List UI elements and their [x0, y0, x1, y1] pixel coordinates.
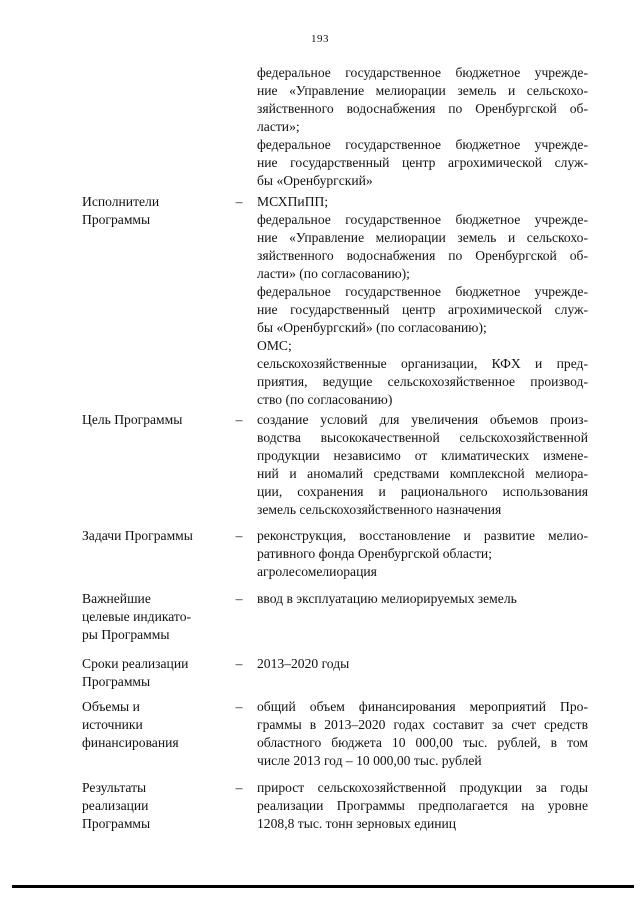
row-label	[82, 779, 227, 833]
label-line: Объемы и	[82, 699, 140, 714]
text-line: ний и аномалий средствами комплексной мелиора-	[257, 466, 588, 481]
text-line: приятия, ведущие сельскохозяйственное производ-	[257, 374, 588, 389]
row-dash: –	[235, 528, 243, 543]
row-content	[257, 527, 588, 581]
text-line: числе 2013 год – 10 000,00 тыс. рублей	[257, 753, 482, 768]
row-label	[82, 698, 227, 752]
row-dash: –	[235, 699, 243, 714]
row-content	[257, 779, 588, 833]
text-line: бы «Оренбургский»	[257, 173, 373, 188]
intro-content	[257, 64, 588, 190]
label-line: Исполнители	[82, 194, 160, 209]
text-line: реконструкция, восстановление и развитие мелио-	[257, 528, 588, 543]
footer-rule	[12, 885, 634, 888]
label-line: Цель Программы	[82, 412, 183, 427]
row-label	[82, 193, 227, 229]
label-line: Сроки реализации	[82, 656, 189, 671]
label-line: источники	[82, 717, 143, 732]
text-line: ство (по согласованию)	[257, 392, 393, 407]
text-line: ции, сохранения и рационального использования	[257, 484, 588, 499]
row-content	[257, 590, 588, 608]
text-line: федеральное государственное бюджетное учрежде-	[257, 137, 588, 152]
text-line: прирост сельскохозяйственной продукции за годы	[257, 780, 588, 795]
label-line: Важнейшие	[82, 591, 151, 606]
text-line: продукции независимо от климатических измене-	[257, 448, 588, 463]
text-line: реализации Программы предполагается на уровне	[257, 798, 588, 813]
row-content	[257, 655, 588, 673]
text-line: ласти» (по согласованию);	[257, 266, 410, 281]
row-dash: –	[235, 412, 243, 427]
text-line: 2013–2020 годы	[257, 656, 350, 671]
text-line: создание условий для увеличения объемов произ-	[257, 412, 588, 427]
text-line: общий объем финансирования мероприятий Про-	[257, 699, 588, 714]
page-number: 193	[311, 33, 329, 45]
row-label	[82, 590, 227, 644]
row-dash: –	[235, 656, 243, 671]
text-line: зяйственного водоснабжения по Оренбургской об-	[257, 248, 588, 263]
text-line: ввод в эксплуатацию мелиорируемых земель	[257, 591, 517, 606]
text-line: сельскохозяйственные организации, КФХ и пред-	[257, 356, 588, 371]
row-content	[257, 698, 588, 770]
label-line: финансирования	[82, 735, 179, 750]
text-line: ние государственный центр агрохимической служ-	[257, 302, 588, 317]
label-line: Результаты	[82, 780, 147, 795]
text-line: зяйственного водоснабжения по Оренбургской об-	[257, 101, 588, 116]
text-line: ративного фонда Оренбургской области;	[257, 546, 492, 561]
row-content	[257, 411, 588, 519]
row-label	[82, 411, 227, 429]
text-line: бы «Оренбургский» (по согласованию);	[257, 320, 487, 335]
text-line: агролесомелиорация	[257, 564, 377, 579]
text-line: ние «Управление мелиорации земель и сельскохо-	[257, 230, 588, 245]
row-dash: –	[235, 194, 243, 209]
label-line: Программы	[82, 816, 151, 831]
text-line: ОМС;	[257, 338, 292, 353]
label-line: ры Программы	[82, 627, 170, 642]
text-line: федеральное государственное бюджетное учрежде-	[257, 65, 588, 80]
label-line: Задачи Программы	[82, 528, 193, 543]
text-line: ние «Управление мелиорации земель и сельскохо-	[257, 83, 588, 98]
text-line: 1208,8 тыс. тонн зерновых единиц	[257, 816, 457, 831]
row-label	[82, 655, 227, 691]
text-line: граммы в 2013–2020 годах составит за счет средств	[257, 717, 588, 732]
text-line: областного бюджета 10 000,00 тыс. рублей, в том	[257, 735, 588, 750]
text-line: МСХПиПП;	[257, 194, 329, 209]
text-line: водства высококачественной сельскохозяйственной	[257, 430, 588, 445]
label-line: Программы	[82, 674, 151, 689]
label-line: Программы	[82, 212, 151, 227]
label-line: целевые индикато-	[82, 609, 192, 624]
label-line: реализации	[82, 798, 149, 813]
row-content	[257, 193, 588, 409]
text-line: земель сельскохозяйственного назначения	[257, 502, 502, 517]
text-line: федеральное государственное бюджетное учрежде-	[257, 212, 588, 227]
row-label	[82, 527, 227, 545]
row-dash: –	[235, 780, 243, 795]
text-line: ние государственный центр агрохимической служ-	[257, 155, 588, 170]
text-line: ласти»;	[257, 119, 300, 134]
text-line: федеральное государственное бюджетное учрежде-	[257, 284, 588, 299]
row-dash: –	[235, 591, 243, 606]
